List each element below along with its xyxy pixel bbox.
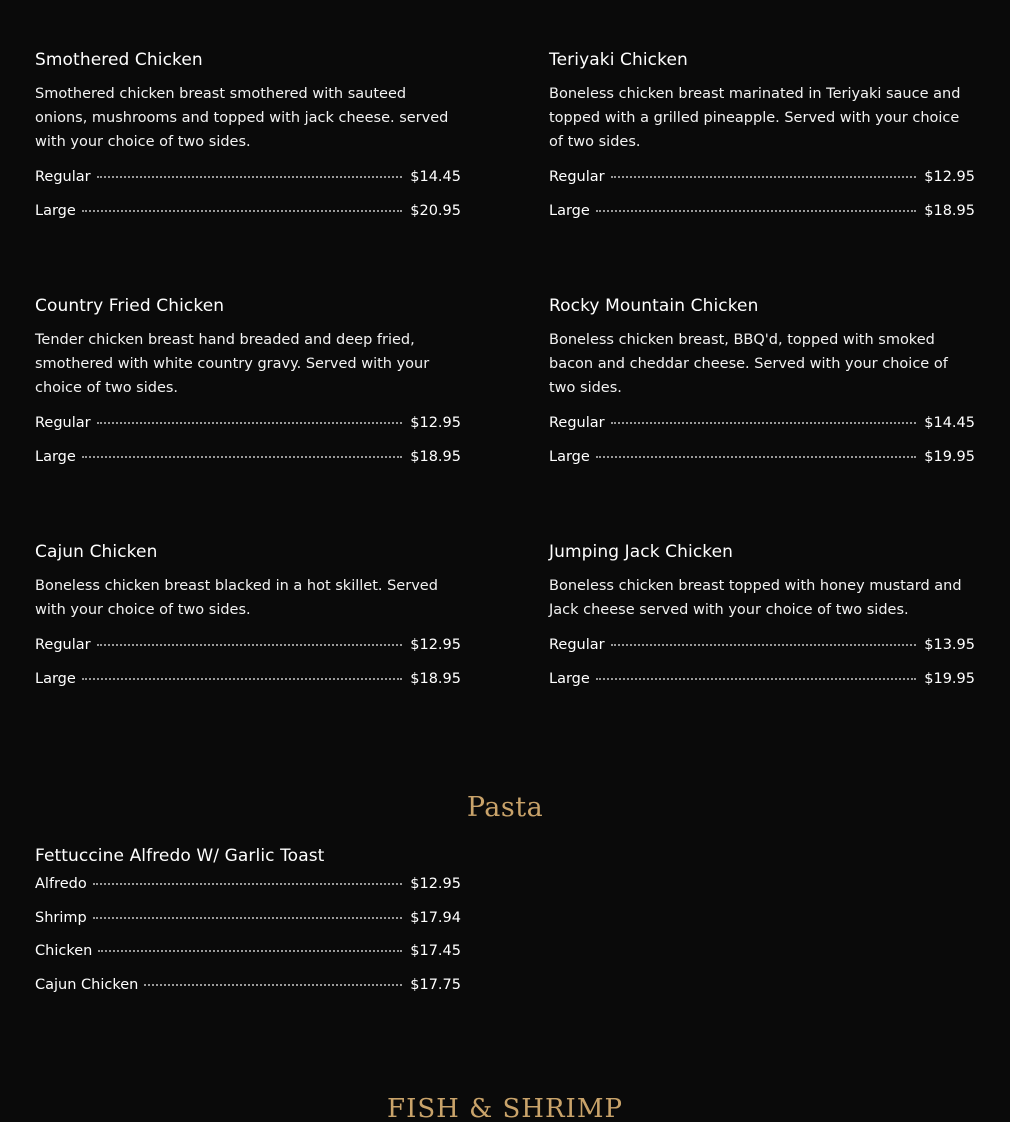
dot-leader xyxy=(611,175,917,178)
size-label: Large xyxy=(35,670,76,687)
size-label: Large xyxy=(35,448,76,465)
dot-leader xyxy=(611,421,917,424)
dot-leader xyxy=(97,421,403,424)
item-name: Fettuccine Alfredo W/ Garlic Toast xyxy=(35,846,325,866)
item-name: Country Fried Chicken xyxy=(35,296,225,316)
price: $17.45 xyxy=(410,943,461,959)
size-label: Regular xyxy=(549,637,605,653)
price: $19.95 xyxy=(924,670,975,687)
size-label: Regular xyxy=(35,169,91,185)
section-heading-fish-shrimp: FISH & SHRIMP xyxy=(387,1094,623,1122)
price: $12.95 xyxy=(410,876,461,892)
item-name: Smothered Chicken xyxy=(35,50,203,70)
price-row-large xyxy=(549,201,975,235)
option-label: Cajun Chicken xyxy=(35,976,139,993)
size-label: Large xyxy=(549,448,590,465)
item-name: Rocky Mountain Chicken xyxy=(549,296,759,316)
menu-item-cajun-chicken xyxy=(35,540,461,702)
price: $18.95 xyxy=(924,202,975,219)
price-row-regular xyxy=(549,635,975,669)
item-description: Boneless chicken breast blacked in a hot skillet. Served with your choice of two sides. xyxy=(35,578,438,618)
price: $19.95 xyxy=(924,448,975,465)
dot-leader xyxy=(97,643,403,646)
price-row-regular xyxy=(35,167,461,201)
size-label: Large xyxy=(35,202,76,219)
price-row-shrimp xyxy=(35,908,461,942)
dot-leader xyxy=(82,455,402,458)
size-label: Regular xyxy=(35,637,91,653)
menu-item-country-fried-chicken xyxy=(35,294,461,480)
dot-leader xyxy=(596,455,916,458)
item-description: Boneless chicken breast topped with honey mustard and Jack cheese served with your choice of two sides. xyxy=(549,578,962,618)
price-row-cajun-chicken xyxy=(35,975,461,1009)
dot-leader xyxy=(144,983,402,986)
menu-item-smothered-chicken xyxy=(35,48,461,234)
item-name: Jumping Jack Chicken xyxy=(549,542,734,562)
price: $18.95 xyxy=(410,670,461,687)
item-name: Teriyaki Chicken xyxy=(549,50,688,70)
price: $12.95 xyxy=(924,169,975,185)
price: $12.95 xyxy=(410,637,461,653)
size-label: Large xyxy=(549,202,590,219)
price-row-large xyxy=(549,669,975,703)
dot-leader xyxy=(611,643,917,646)
menu-item-fettuccine-alfredo xyxy=(35,844,461,1008)
dot-leader xyxy=(596,209,916,212)
item-description: Boneless chicken breast, BBQ'd, topped with smoked bacon and cheddar cheese. Served with your choice of two sides. xyxy=(549,332,948,396)
price-row-large xyxy=(35,447,461,481)
dot-leader xyxy=(93,882,403,885)
price: $14.45 xyxy=(924,415,975,431)
menu-item-teriyaki-chicken xyxy=(549,48,975,234)
dot-leader xyxy=(93,916,403,919)
option-label: Shrimp xyxy=(35,909,87,926)
price-row-chicken xyxy=(35,941,461,975)
section-heading-pasta: Pasta xyxy=(466,792,544,823)
item-name: Cajun Chicken xyxy=(35,542,158,562)
price: $17.75 xyxy=(410,976,461,993)
price: $14.45 xyxy=(410,169,461,185)
item-description: Tender chicken breast hand breaded and deep fried, smothered with white country gravy. Served with your choice of two sides. xyxy=(35,332,430,396)
price-row-large xyxy=(35,201,461,235)
size-label: Regular xyxy=(35,415,91,431)
option-label: Chicken xyxy=(35,943,93,959)
price-row-regular xyxy=(35,413,461,447)
price-row-large xyxy=(35,669,461,703)
dot-leader xyxy=(97,175,403,178)
size-label: Regular xyxy=(549,415,605,431)
item-description: Boneless chicken breast marinated in Teriyaki sauce and topped with a grilled pineapple. Served with your choice of two sides. xyxy=(549,86,961,150)
dot-leader xyxy=(82,677,402,680)
menu-item-rocky-mountain-chicken xyxy=(549,294,975,480)
dot-leader xyxy=(82,209,402,212)
price: $20.95 xyxy=(410,202,461,219)
option-label: Alfredo xyxy=(35,876,87,892)
price-row-alfredo xyxy=(35,874,461,908)
item-description: Smothered chicken breast smothered with sauteed onions, mushrooms and topped with jack cheese. served with your choice of two sides. xyxy=(35,86,449,150)
size-label: Large xyxy=(549,670,590,687)
price: $13.95 xyxy=(924,637,975,653)
price-row-large xyxy=(549,447,975,481)
price-row-regular xyxy=(549,167,975,201)
dot-leader xyxy=(98,949,402,952)
price: $12.95 xyxy=(410,415,461,431)
price: $18.95 xyxy=(410,448,461,465)
dot-leader xyxy=(596,677,916,680)
menu-item-jumping-jack-chicken xyxy=(549,540,975,702)
price-row-regular xyxy=(35,635,461,669)
size-label: Regular xyxy=(549,169,605,185)
price: $17.94 xyxy=(410,909,461,926)
price-row-regular xyxy=(549,413,975,447)
